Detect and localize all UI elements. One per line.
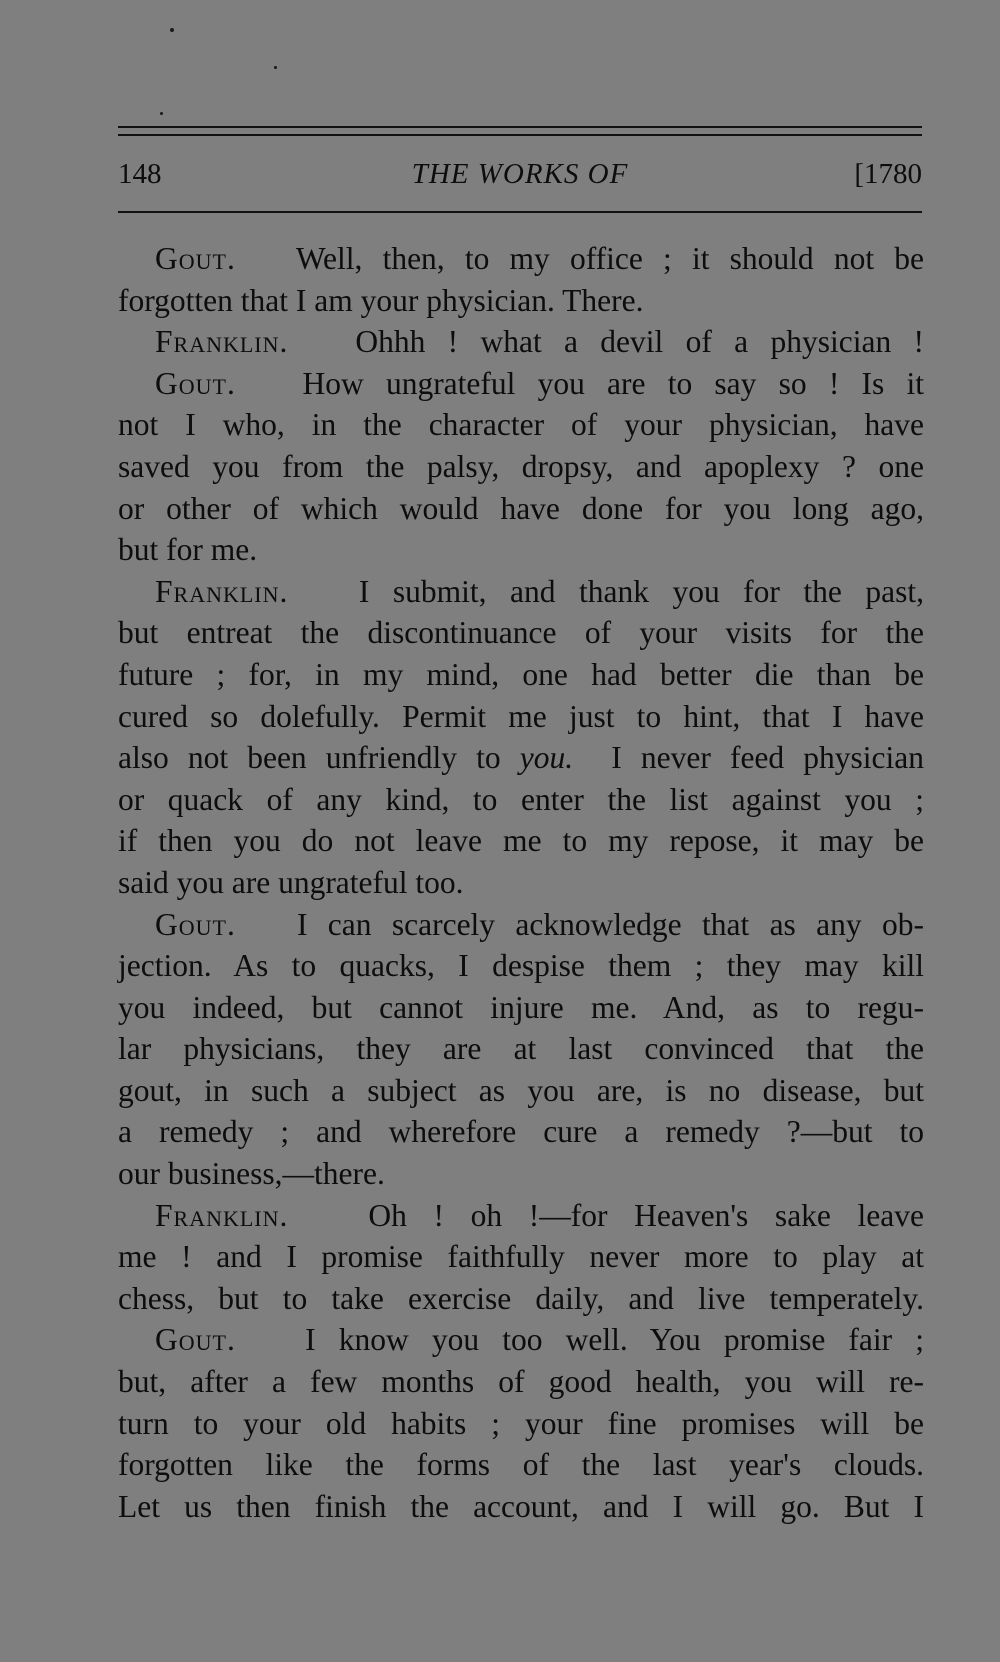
header-rule-second <box>118 134 922 136</box>
text-line <box>118 987 924 1029</box>
line-text: forgotten that I am your physician. There. <box>118 282 644 318</box>
text-line <box>118 1319 924 1361</box>
text-line <box>118 612 924 654</box>
line-text: I submit, and thank you for the past, <box>358 573 925 609</box>
line-text: future ; for, in my mind, one had better die than be <box>118 656 924 692</box>
ink-speck <box>160 112 163 115</box>
speaker-name: Franklin. <box>155 324 289 360</box>
text-line <box>118 862 924 904</box>
line-text: also not been unfriendly to <box>118 740 501 776</box>
text-line <box>118 404 924 446</box>
speaker-name: Gout. <box>155 1322 236 1358</box>
line-text: Oh ! oh !—for Heaven's sake leave <box>368 1197 924 1233</box>
line-text: or other of which would have done for you long ago, <box>118 490 924 526</box>
line-text: Let us then finish the account, and I will go. But I <box>118 1488 924 1524</box>
line-text: I know you too well. You promise fair ; <box>305 1322 924 1358</box>
speaker-name: Franklin. <box>155 1197 289 1233</box>
text-line <box>118 1111 924 1153</box>
text-line <box>118 654 924 696</box>
line-text: chess, but to take exercise daily, and live temperately. <box>118 1280 924 1316</box>
ink-speck <box>274 66 277 69</box>
line-text: you indeed, but cannot injure me. And, as to regu- <box>118 989 924 1025</box>
speaker-name: Franklin. <box>155 573 289 609</box>
line-text: our business,—there. <box>118 1156 385 1192</box>
year-marker: [1780 <box>854 158 922 190</box>
text-line <box>118 529 924 571</box>
text-line <box>118 1070 924 1112</box>
line-text: said you are ungrateful too. <box>118 864 464 900</box>
text-line <box>118 446 924 488</box>
text-line <box>118 1195 924 1237</box>
text-line <box>118 1361 924 1403</box>
line-text: forgotten like the forms of the last year's clouds. <box>118 1447 924 1483</box>
text-line <box>118 238 924 280</box>
line-text: saved you from the palsy, dropsy, and apoplexy ? one <box>118 448 924 484</box>
page-number: 148 <box>118 158 162 190</box>
line-text: gout, in such a subject as you are, is no disease, but <box>118 1072 924 1108</box>
line-text: cured so dolefully. Permit me just to hint, that I have <box>118 698 924 734</box>
line-text: jection. As to quacks, I despise them ; they may kill <box>118 948 924 984</box>
speaker-name: Gout. <box>155 365 236 401</box>
line-text: but, after a few months of good health, you will re- <box>118 1364 924 1400</box>
line-text: not I who, in the character of your physician, have <box>118 407 924 443</box>
text-line <box>118 1486 924 1528</box>
text-line <box>118 779 924 821</box>
dialogue-text <box>118 238 924 1527</box>
line-text: a remedy ; and wherefore cure a remedy ?—but to <box>118 1114 924 1150</box>
line-text-continued: I never feed physician <box>611 740 924 776</box>
text-line <box>118 571 924 613</box>
text-line <box>118 820 924 862</box>
text-line <box>118 904 924 946</box>
text-line <box>118 945 924 987</box>
header-rule-bottom <box>118 211 922 213</box>
running-title: THE WORKS OF <box>411 158 629 190</box>
line-text: lar physicians, they are at last convinced that the <box>118 1031 924 1067</box>
text-line <box>118 737 924 779</box>
line-text: but entreat the discontinuance of your visits for the <box>118 615 924 651</box>
speaker-name: Gout. <box>155 906 236 942</box>
line-text: I can scarcely acknowledge that as any ob- <box>296 906 925 942</box>
text-line <box>118 696 924 738</box>
text-line <box>118 1444 924 1486</box>
speaker-name: Gout. <box>155 241 236 276</box>
text-line <box>118 1403 924 1445</box>
text-line <box>118 1278 924 1320</box>
text-line <box>118 1028 924 1070</box>
running-header <box>118 158 922 202</box>
line-text: or quack of any kind, to enter the list against you ; <box>118 781 924 817</box>
text-line <box>118 280 924 322</box>
text-line <box>118 321 924 363</box>
text-line <box>118 1236 924 1278</box>
line-text: Well, then, to my office ; it should not be <box>295 241 924 276</box>
text-line <box>118 488 924 530</box>
line-text: if then you do not leave me to my repose, it may be <box>118 823 924 859</box>
line-text: but for me. <box>118 532 258 568</box>
line-text: How ungrateful you are to say so ! Is it <box>302 365 925 401</box>
line-text: Ohhh ! what a devil of a physician ! <box>355 324 924 360</box>
ink-speck <box>170 28 174 32</box>
emphasized-word: you. <box>519 740 574 776</box>
header-rule-top <box>118 126 922 128</box>
text-line <box>118 363 924 405</box>
line-text: turn to your old habits ; your fine promises will be <box>118 1405 924 1441</box>
text-line <box>118 1153 924 1195</box>
line-text: me ! and I promise faithfully never more to play at <box>118 1239 924 1275</box>
